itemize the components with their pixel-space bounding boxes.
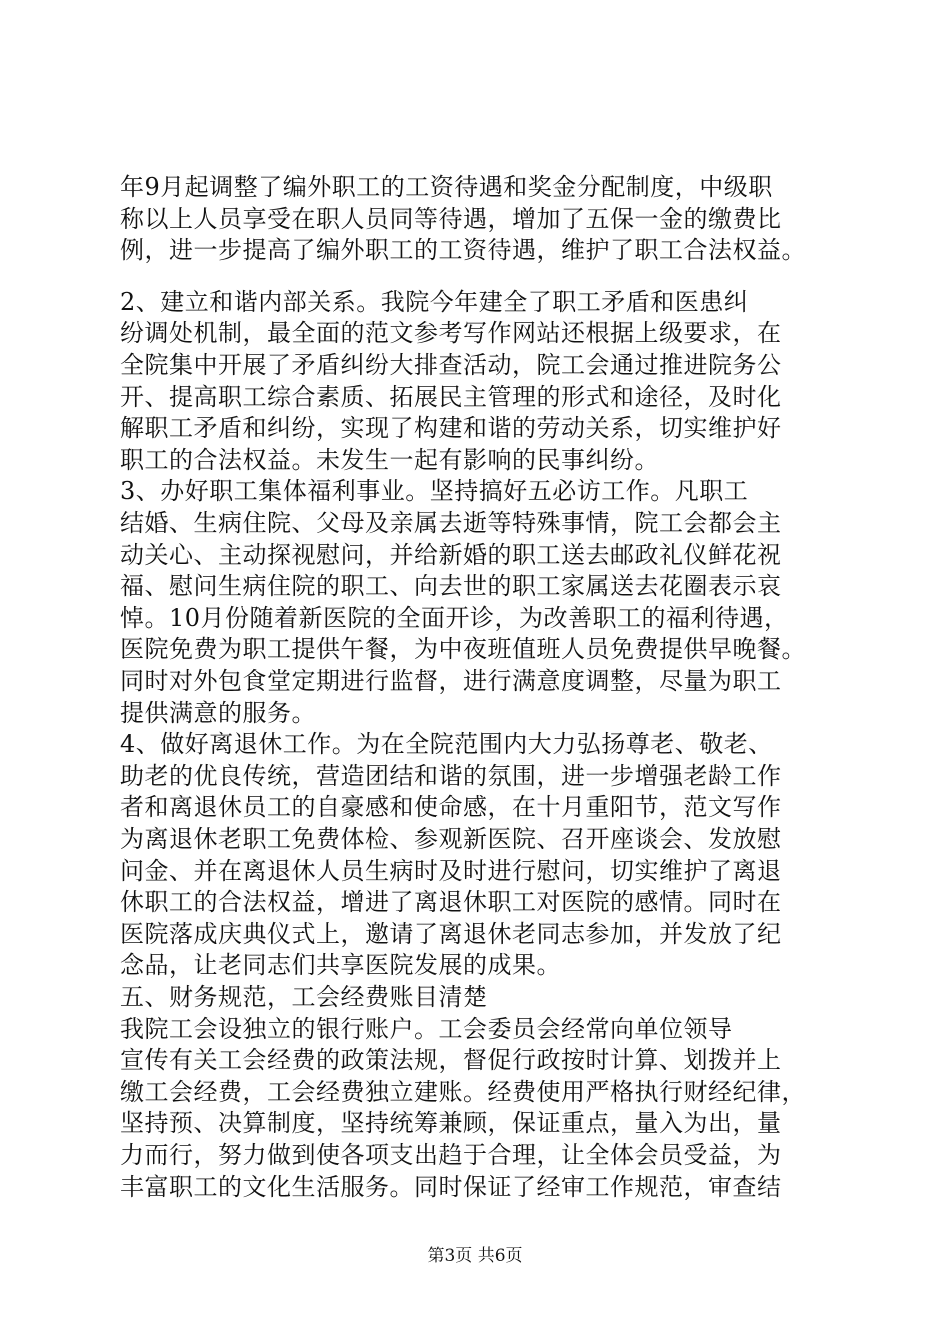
text-line: 悼。10月份随着新医院的全面开诊，为改善职工的福利待遇， [120,604,789,632]
text-line: 例，进一步提高了编外职工的工资待遇，维护了职工合法权益。 [120,236,806,264]
text-line: 力而行，努力做到使各项支出趋于合理，让全体会员受益，为 [120,1141,782,1169]
text-line: 结婚、生病住院、父母及亲属去逝等特殊事情，院工会都会主 [120,509,782,537]
text-line: 休职工的合法权益，增进了离退休职工对医院的感情。同时在 [120,888,782,916]
text-line: 职工的合法权益。未发生一起有影响的民事纠纷。 [120,446,659,474]
text-line: 动关心、主动探视慰问，并给新婚的职工送去邮政礼仪鲜花祝 [120,541,782,569]
text-line: 称以上人员享受在职人员同等待遇，增加了五保一金的缴费比 [120,205,782,233]
text-line: 同时对外包食堂定期进行监督，进行满意度调整，尽量为职工 [120,667,782,695]
text-line: 福、慰问生病住院的职工、向去世的职工家属送去花圈表示哀 [120,572,782,600]
text-line: 问金、并在离退休人员生病时及时进行慰问，切实维护了离退 [120,857,782,885]
text-line: 缴工会经费，工会经费独立建账。经费使用严格执行财经纪律， [120,1078,806,1106]
text-line: 2、建立和谐内部关系。我院今年建全了职工矛盾和医患纠 [120,288,749,316]
section-heading: 五、财务规范，工会经费账目清楚 [120,983,488,1011]
text-line: 开、提高职工综合素质、拓展民主管理的形式和途径，及时化 [120,383,782,411]
text-line: 坚持预、决算制度，坚持统筹兼顾，保证重点，量入为出，量 [120,1109,782,1137]
text-line: 年9月起调整了编外职工的工资待遇和奖金分配制度，中级职 [120,173,773,201]
text-line: 者和离退休员工的自豪感和使命感，在十月重阳节，范文写作 [120,793,782,821]
page-number-footer: 第3页 共6页 [427,1246,523,1266]
text-line: 宣传有关工会经费的政策法规，督促行政按时计算、划拨并上 [120,1046,782,1074]
text-line: 全院集中开展了矛盾纠纷大排查活动，院工会通过推进院务公 [120,351,782,379]
text-line: 解职工矛盾和纠纷，实现了构建和谐的劳动关系，切实维护好 [120,414,782,442]
text-line: 提供满意的服务。 [120,699,316,727]
text-line: 医院免费为职工提供午餐，为中夜班值班人员免费提供早晚餐。 [120,635,806,663]
text-line: 为离退休老职工免费体检、参观新医院、召开座谈会、发放慰 [120,825,782,853]
text-line: 我院工会设独立的银行账户。工会委员会经常向单位领导 [120,1015,733,1043]
text-line: 纷调处机制，最全面的范文参考写作网站还根据上级要求，在 [120,319,782,347]
text-line: 助老的优良传统，营造团结和谐的氛围，进一步增强老龄工作 [120,762,782,790]
text-line: 丰富职工的文化生活服务。同时保证了经审工作规范，审查结 [120,1173,782,1201]
text-line: 医院落成庆典仪式上，邀请了离退休老同志参加，并发放了纪 [120,920,782,948]
text-line: 4、做好离退休工作。为在全院范围内大力弘扬尊老、敬老、 [120,730,773,758]
text-line: 念品，让老同志们共享医院发展的成果。 [120,951,561,979]
text-line: 3、办好职工集体福利事业。坚持搞好五必访工作。凡职工 [120,477,749,505]
